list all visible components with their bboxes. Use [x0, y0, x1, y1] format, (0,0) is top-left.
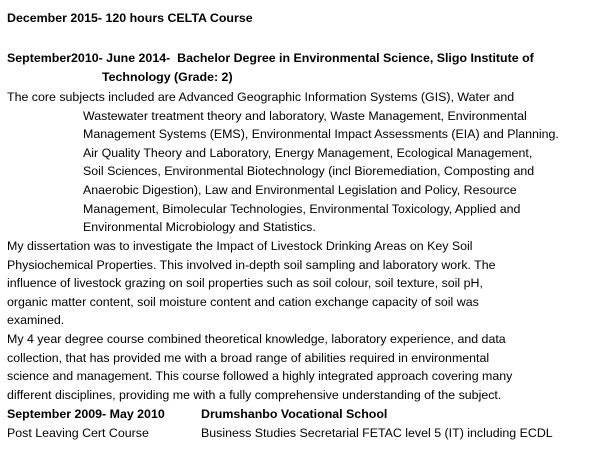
degree-title: Bachelor Degree in Environmental Science, Sligo Institute of: [177, 51, 534, 65]
subjects-line: Air Quality Theory and Laboratory, Energy Management, Ecological Management,: [83, 145, 533, 160]
summary-line: different disciplines, providing me with a fully comprehensive understanding of the subject.: [7, 387, 502, 402]
dissertation-line: Physiochemical Properties. This involved in-depth soil sampling and laboratory work. The: [7, 257, 496, 272]
school-dates: September 2009- May 2010: [7, 407, 165, 421]
subjects-line: Management, Bimolecular Technologies, Environmental Toxicology, Applied and: [83, 201, 521, 216]
degree-heading: [7, 49, 611, 68]
subjects-line: The core subjects included are Advanced Geographic Information Systems (GIS), Water and: [7, 90, 515, 104]
school-course-row: [7, 424, 611, 443]
degree-dates: September2010- June 2014-: [7, 51, 171, 65]
course-label: Post Leaving Cert Course: [7, 426, 149, 440]
subjects-line: Management Systems (EMS), Environmental Impact Assessments (EIA) and Planning.: [83, 127, 559, 142]
subjects-line: Soil Sciences, Environmental Biotechnology (incl Bioremediation, Composting and: [83, 164, 535, 179]
subjects-line: Anaerobic Digestion), Law and Environmental Legislation and Policy, Resource: [83, 182, 517, 197]
course-detail: Business Studies Secretarial FETAC level 5 (IT) including ECDL: [201, 426, 553, 440]
dissertation-line: My dissertation was to investigate the Impact of Livestock Drinking Areas on Key Soil: [7, 239, 473, 253]
dissertation-line: influence of livestock grazing on soil properties such as soil colour, soil texture, soil pH,: [7, 276, 483, 291]
summary-line: My 4 year degree course combined theoretical knowledge, laboratory experience, and data: [7, 332, 506, 346]
core-subjects-paragraph: [7, 88, 611, 237]
school-heading: [7, 405, 611, 424]
summary-line: science and management. This course followed a highly integrated approach covering many: [7, 369, 513, 384]
summary-line: collection, that has provided me with a broad range of abilities required in environmental: [7, 350, 490, 365]
dissertation-line: organic matter content, soil moisture content and cation exchange capacity of soil was: [7, 294, 479, 309]
degree-title-continued: Technology (Grade: 2): [102, 70, 233, 84]
subjects-line: Wastewater treatment theory and laboratory, Waste Management, Environmental: [83, 108, 527, 123]
school-name: Drumshanbo Vocational School: [201, 407, 388, 421]
subjects-line: Environmental Microbiology and Statistics.: [83, 220, 316, 235]
celta-course-heading: December 2015- 120 hours CELTA Course: [7, 11, 253, 25]
summary-paragraph: [7, 330, 611, 404]
dissertation-line: examined.: [7, 313, 65, 328]
dissertation-paragraph: [7, 237, 611, 330]
